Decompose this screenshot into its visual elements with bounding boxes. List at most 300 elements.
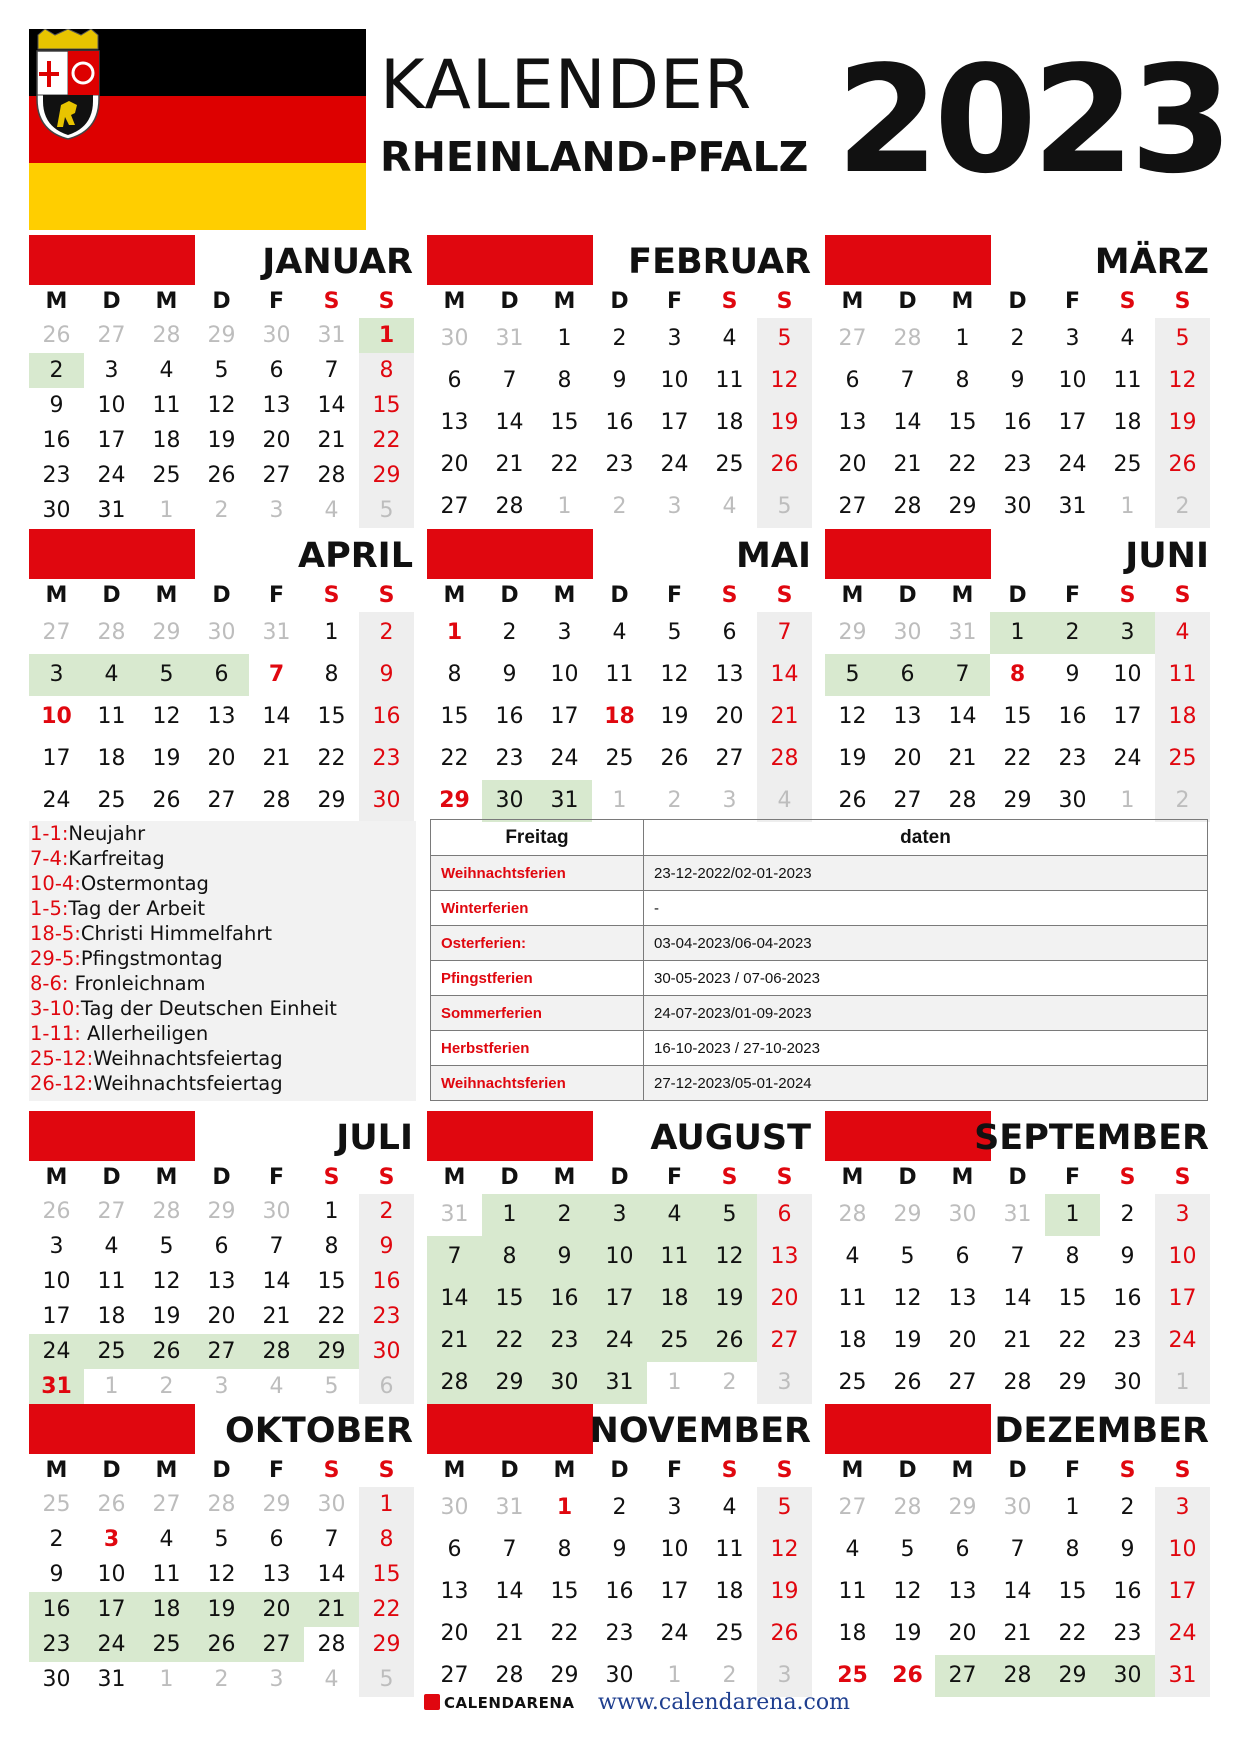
day-cell: 19 — [152, 746, 181, 771]
month-1 — [29, 235, 425, 528]
day-cell: 15 — [1058, 1286, 1087, 1311]
day-cell: 26 — [702, 1320, 757, 1362]
brand-logo — [424, 1694, 575, 1712]
day-cell: 11 — [605, 662, 634, 687]
day-cell: 18 — [838, 1328, 867, 1353]
day-cell: 6 — [269, 358, 284, 383]
day-cell: 4 — [269, 1374, 284, 1399]
holiday-name: Weihnachtsfeiertag — [93, 1047, 283, 1070]
holiday-date: 1-11: — [30, 1022, 88, 1045]
day-cell: 21 — [495, 452, 524, 477]
day-cell: 24 — [550, 746, 579, 771]
day-cell: 13 — [207, 704, 236, 729]
day-cell: 3 — [29, 654, 84, 696]
ferien-name: Weihnachtsferien — [431, 856, 644, 891]
weekday-label: S — [721, 1458, 738, 1483]
day-cell: 31 — [592, 1362, 647, 1404]
table-header-dates: daten — [644, 820, 1208, 856]
day-cell: 22 — [359, 423, 414, 458]
day-cell: 6 — [955, 1537, 970, 1562]
month-days-grid — [825, 1487, 1221, 1697]
weekday-label: F — [1064, 1165, 1081, 1190]
month-days-grid — [825, 612, 1221, 822]
table-row — [431, 1066, 1208, 1101]
day-cell: 4 — [84, 654, 139, 696]
day-cell: 3 — [1155, 1194, 1210, 1236]
ferien-dates: 30-05-2023 / 07-06-2023 — [644, 961, 1208, 996]
day-cell: 5 — [214, 1527, 229, 1552]
day-cell: 14 — [427, 1278, 482, 1320]
day-cell: 3 — [214, 1374, 229, 1399]
day-cell: 19 — [660, 704, 689, 729]
holiday-item — [29, 971, 416, 996]
weekday-label: M — [553, 1458, 576, 1483]
weekday-label: D — [898, 583, 917, 608]
table-row — [431, 996, 1208, 1031]
weekday-label: M — [553, 1165, 576, 1190]
day-cell: 22 — [359, 1592, 414, 1627]
day-cell: 3 — [1155, 1487, 1210, 1529]
holiday-name: Fronleichnam — [74, 972, 206, 995]
day-cell: 3 — [1065, 326, 1080, 351]
day-cell: 23 — [1058, 746, 1087, 771]
day-cell: 2 — [359, 1194, 414, 1229]
weekday-label: M — [841, 289, 864, 314]
day-cell: 3 — [667, 494, 682, 519]
day-cell: 5 — [324, 1374, 339, 1399]
day-cell: 8 — [1065, 1244, 1080, 1269]
day-cell: 23 — [29, 1627, 84, 1662]
day-cell: 1 — [359, 318, 414, 353]
day-cell: 29 — [1003, 788, 1032, 813]
day-cell: 1 — [1155, 1362, 1210, 1404]
weekday-label: D — [500, 289, 519, 314]
weekday-label: D — [610, 1165, 629, 1190]
day-cell: 3 — [269, 498, 284, 523]
day-cell: 26 — [194, 1627, 249, 1662]
day-cell: 15 — [359, 388, 414, 423]
day-cell: 4 — [159, 1527, 174, 1552]
day-cell: 29 — [439, 788, 470, 813]
day-cell: 6 — [845, 368, 860, 393]
day-cell: 26 — [207, 463, 236, 488]
day-cell: 25 — [139, 1627, 194, 1662]
day-cell: 2 — [49, 1527, 64, 1552]
holiday-date: 1-1: — [30, 822, 69, 845]
month-10 — [29, 1404, 425, 1697]
day-cell: 13 — [262, 393, 291, 418]
month-red-bar — [29, 529, 195, 579]
weekday-header — [825, 579, 1221, 612]
ferien-dates: 24-07-2023/01-09-2023 — [644, 996, 1208, 1031]
ferien-dates: 16-10-2023 / 27-10-2023 — [644, 1031, 1208, 1066]
day-cell: 24 — [1113, 746, 1142, 771]
day-cell: 3 — [757, 1362, 812, 1404]
day-cell: 25 — [605, 746, 634, 771]
day-cell: 13 — [440, 410, 469, 435]
day-cell: 18 — [139, 1592, 194, 1627]
day-cell: 6 — [880, 654, 935, 696]
table-row — [431, 891, 1208, 926]
day-cell: 11 — [1113, 368, 1142, 393]
holiday-date: 8-6: — [30, 972, 75, 995]
weekday-label: F — [268, 1458, 285, 1483]
month-red-bar — [29, 1111, 195, 1161]
day-cell: 11 — [838, 1579, 867, 1604]
day-cell: 10 — [592, 1236, 647, 1278]
day-cell: 6 — [359, 1369, 414, 1404]
day-cell: 1 — [324, 620, 339, 645]
weekday-label: S — [721, 1165, 738, 1190]
day-cell: 25 — [1155, 738, 1210, 780]
day-cell: 16 — [1113, 1286, 1142, 1311]
weekday-label: M — [841, 1458, 864, 1483]
weekday-label: S — [1174, 1165, 1191, 1190]
month-12 — [825, 1404, 1221, 1697]
brand-name: CALENDARENA — [444, 1694, 575, 1712]
day-cell: 17 — [660, 410, 689, 435]
day-cell: 5 — [757, 1487, 812, 1529]
day-cell: 30 — [1003, 1495, 1032, 1520]
weekday-label: M — [45, 1165, 68, 1190]
day-cell: 28 — [317, 1632, 346, 1657]
day-cell: 15 — [482, 1278, 537, 1320]
day-cell: 13 — [757, 1236, 812, 1278]
day-cell: 28 — [757, 738, 812, 780]
month-name: MÄRZ — [1094, 242, 1209, 282]
day-cell: 17 — [84, 1592, 139, 1627]
day-cell: 5 — [667, 620, 682, 645]
month-name: JULI — [336, 1118, 413, 1158]
day-cell: 16 — [359, 1264, 414, 1299]
website-link[interactable]: www.calendarena.com — [598, 1690, 850, 1715]
day-cell: 27 — [42, 620, 71, 645]
weekday-label: M — [841, 1165, 864, 1190]
day-cell: 12 — [1155, 360, 1210, 402]
weekday-label: D — [1008, 1165, 1027, 1190]
calendar-icon — [424, 1694, 440, 1710]
ferien-name: Pfingstferien — [431, 961, 644, 996]
day-cell: 19 — [152, 1304, 181, 1329]
holiday-item — [29, 821, 416, 846]
weekday-label: F — [268, 289, 285, 314]
day-cell: 3 — [592, 1194, 647, 1236]
day-cell: 8 — [955, 368, 970, 393]
holiday-date: 25-12: — [30, 1047, 94, 1070]
day-cell: 16 — [1113, 1579, 1142, 1604]
day-cell: 12 — [152, 1269, 181, 1294]
day-cell: 22 — [440, 746, 469, 771]
day-cell: 25 — [715, 452, 744, 477]
day-cell: 24 — [660, 452, 689, 477]
day-cell: 18 — [97, 746, 126, 771]
day-cell: 9 — [537, 1236, 592, 1278]
day-cell: 9 — [612, 1537, 627, 1562]
day-cell: 9 — [359, 1229, 414, 1264]
holiday-date: 10-4: — [30, 872, 81, 895]
day-cell: 31 — [440, 1202, 469, 1227]
day-cell: 14 — [893, 410, 922, 435]
day-cell: 22 — [317, 1304, 346, 1329]
weekday-label: S — [378, 289, 395, 314]
month-days-grid — [427, 1194, 823, 1404]
day-cell: 10 — [550, 662, 579, 687]
day-cell: 17 — [1113, 704, 1142, 729]
school-holidays-table — [430, 819, 1208, 1101]
day-cell: 30 — [207, 620, 236, 645]
day-cell: 1 — [556, 1495, 573, 1520]
day-cell: 4 — [1120, 326, 1135, 351]
day-cell: 12 — [702, 1236, 757, 1278]
weekday-label: M — [155, 1458, 178, 1483]
day-cell: 30 — [893, 620, 922, 645]
month-5 — [427, 529, 823, 822]
day-cell: 27 — [948, 1370, 977, 1395]
month-header — [29, 529, 425, 579]
holiday-name: Pfingstmontag — [80, 947, 223, 970]
day-cell: 26 — [97, 1492, 126, 1517]
month-red-bar — [825, 529, 991, 579]
day-cell: 1 — [557, 494, 572, 519]
day-cell: 30 — [1100, 1655, 1155, 1697]
day-cell: 12 — [757, 1529, 812, 1571]
day-cell: 9 — [1120, 1537, 1135, 1562]
day-cell: 13 — [838, 410, 867, 435]
holiday-name: Tag der Deutschen Einheit — [80, 997, 337, 1020]
day-cell: 3 — [557, 620, 572, 645]
day-cell: 28 — [262, 788, 291, 813]
weekday-label: S — [776, 289, 793, 314]
month-name: MAI — [736, 536, 811, 576]
weekday-header — [825, 1161, 1221, 1194]
day-cell: 17 — [42, 746, 71, 771]
weekday-label: M — [553, 289, 576, 314]
holiday-date: 18-5: — [30, 922, 81, 945]
day-cell: 19 — [207, 428, 236, 453]
weekday-label: D — [212, 583, 231, 608]
day-cell: 17 — [592, 1278, 647, 1320]
day-cell: 31 — [29, 1369, 84, 1404]
holiday-name: Tag der Arbeit — [68, 897, 206, 920]
day-cell: 1 — [159, 1667, 174, 1692]
day-cell: 31 — [262, 620, 291, 645]
day-cell: 14 — [757, 654, 812, 696]
day-cell: 7 — [324, 358, 339, 383]
day-cell: 15 — [550, 410, 579, 435]
day-cell: 26 — [139, 1334, 194, 1369]
day-cell: 28 — [893, 1495, 922, 1520]
table-row — [431, 1031, 1208, 1066]
day-cell: 28 — [1003, 1370, 1032, 1395]
day-cell: 29 — [207, 1199, 236, 1224]
day-cell: 10 — [1155, 1529, 1210, 1571]
day-cell: 5 — [757, 486, 812, 528]
day-cell: 18 — [604, 704, 635, 729]
day-cell: 28 — [207, 1492, 236, 1517]
day-cell: 28 — [990, 1655, 1045, 1697]
day-cell: 21 — [757, 696, 812, 738]
weekday-label: D — [1008, 583, 1027, 608]
day-cell: 27 — [207, 788, 236, 813]
month-days-grid — [29, 318, 425, 528]
weekday-label: D — [102, 583, 121, 608]
day-cell: 5 — [359, 493, 414, 528]
day-cell: 31 — [537, 780, 592, 822]
weekday-label: D — [898, 1165, 917, 1190]
day-cell: 24 — [1058, 452, 1087, 477]
holiday-item — [29, 846, 416, 871]
day-cell: 6 — [757, 1194, 812, 1236]
ferien-dates: 03-04-2023/06-04-2023 — [644, 926, 1208, 961]
weekday-label: F — [268, 583, 285, 608]
weekday-label: S — [323, 583, 340, 608]
day-cell: 20 — [440, 1621, 469, 1646]
day-cell: 4 — [324, 1667, 339, 1692]
day-cell: 29 — [482, 1362, 537, 1404]
month-8 — [427, 1111, 823, 1404]
day-cell: 17 — [1058, 410, 1087, 435]
day-cell: 30 — [359, 780, 414, 822]
month-red-bar — [427, 1111, 593, 1161]
day-cell: 16 — [537, 1278, 592, 1320]
day-cell: 4 — [1155, 612, 1210, 654]
day-cell: 21 — [262, 746, 291, 771]
day-cell: 2 — [1010, 326, 1025, 351]
holiday-date: 1-5: — [30, 897, 69, 920]
day-cell: 22 — [1003, 746, 1032, 771]
day-cell: 1 — [1065, 1495, 1080, 1520]
day-cell: 13 — [715, 662, 744, 687]
day-cell: 27 — [97, 323, 126, 348]
day-cell: 11 — [715, 1537, 744, 1562]
month-header — [427, 529, 823, 579]
day-cell: 18 — [647, 1278, 702, 1320]
day-cell: 28 — [495, 494, 524, 519]
day-cell: 29 — [317, 788, 346, 813]
day-cell: 22 — [1058, 1621, 1087, 1646]
day-cell: 3 — [722, 788, 737, 813]
day-cell: 22 — [482, 1320, 537, 1362]
day-cell: 7 — [268, 662, 285, 687]
day-cell: 20 — [249, 1592, 304, 1627]
day-cell: 24 — [1155, 1613, 1210, 1655]
weekday-label: S — [1174, 289, 1191, 314]
month-name: APRIL — [297, 536, 413, 576]
day-cell: 31 — [1003, 1202, 1032, 1227]
day-cell: 15 — [317, 1269, 346, 1294]
day-cell: 30 — [1058, 788, 1087, 813]
day-cell: 7 — [502, 1537, 517, 1562]
weekday-label: S — [1119, 583, 1136, 608]
day-cell: 11 — [715, 368, 744, 393]
day-cell: 4 — [104, 1234, 119, 1259]
day-cell: 6 — [194, 654, 249, 696]
day-cell: 27 — [249, 1627, 304, 1662]
day-cell: 28 — [249, 1334, 304, 1369]
day-cell: 9 — [1120, 1244, 1135, 1269]
weekday-label: D — [212, 289, 231, 314]
day-cell: 30 — [262, 1199, 291, 1224]
day-cell: 26 — [757, 444, 812, 486]
day-cell: 27 — [838, 326, 867, 351]
day-cell: 7 — [427, 1236, 482, 1278]
day-cell: 1 — [1045, 1194, 1100, 1236]
holiday-date: 26-12: — [30, 1072, 94, 1095]
day-cell: 11 — [97, 1269, 126, 1294]
weekday-header — [427, 579, 823, 612]
day-cell: 6 — [447, 1537, 462, 1562]
weekday-label: S — [776, 1458, 793, 1483]
day-cell: 29 — [262, 1492, 291, 1517]
ferien-name: Osterferien: — [431, 926, 644, 961]
day-cell: 27 — [194, 1334, 249, 1369]
month-header — [825, 1404, 1221, 1454]
day-cell: 31 — [1155, 1655, 1210, 1697]
weekday-label: S — [721, 583, 738, 608]
day-cell: 6 — [269, 1527, 284, 1552]
day-cell: 17 — [550, 704, 579, 729]
day-cell: 30 — [262, 323, 291, 348]
weekday-label: D — [610, 583, 629, 608]
day-cell: 1 — [1120, 494, 1135, 519]
day-cell: 24 — [592, 1320, 647, 1362]
month-header — [29, 1111, 425, 1161]
day-cell: 5 — [1155, 318, 1210, 360]
day-cell: 2 — [1155, 486, 1210, 528]
month-days-grid — [427, 612, 823, 822]
month-days-grid — [427, 1487, 823, 1697]
day-cell: 6 — [214, 1234, 229, 1259]
holiday-item — [29, 871, 416, 896]
weekday-label: S — [776, 583, 793, 608]
day-cell: 20 — [715, 704, 744, 729]
month-header — [427, 235, 823, 285]
day-cell: 6 — [447, 368, 462, 393]
weekday-label: F — [1064, 1458, 1081, 1483]
month-red-bar — [825, 235, 991, 285]
day-cell: 4 — [647, 1194, 702, 1236]
weekday-label: S — [378, 1165, 395, 1190]
day-cell: 25 — [1113, 452, 1142, 477]
month-red-bar — [427, 529, 593, 579]
month-red-bar — [427, 1404, 593, 1454]
day-cell: 27 — [262, 463, 291, 488]
month-red-bar — [427, 235, 593, 285]
day-cell: 5 — [757, 318, 812, 360]
weekday-header — [825, 1454, 1221, 1487]
day-cell: 7 — [1010, 1244, 1025, 1269]
day-cell: 28 — [495, 1663, 524, 1688]
month-name: FEBRUAR — [628, 242, 811, 282]
day-cell: 1 — [1120, 788, 1135, 813]
day-cell: 19 — [838, 746, 867, 771]
day-cell: 19 — [194, 1592, 249, 1627]
weekday-label: D — [102, 1458, 121, 1483]
holiday-item — [29, 1071, 416, 1096]
day-cell: 2 — [1155, 780, 1210, 822]
day-cell: 22 — [550, 452, 579, 477]
day-cell: 31 — [1058, 494, 1087, 519]
day-cell: 25 — [97, 788, 126, 813]
day-cell: 25 — [84, 1334, 139, 1369]
weekday-header — [29, 579, 425, 612]
month-name: JANUAR — [262, 242, 413, 282]
day-cell: 23 — [537, 1320, 592, 1362]
weekday-label: D — [610, 1458, 629, 1483]
day-cell: 7 — [1010, 1537, 1025, 1562]
day-cell: 14 — [262, 1269, 291, 1294]
day-cell: 7 — [935, 654, 990, 696]
